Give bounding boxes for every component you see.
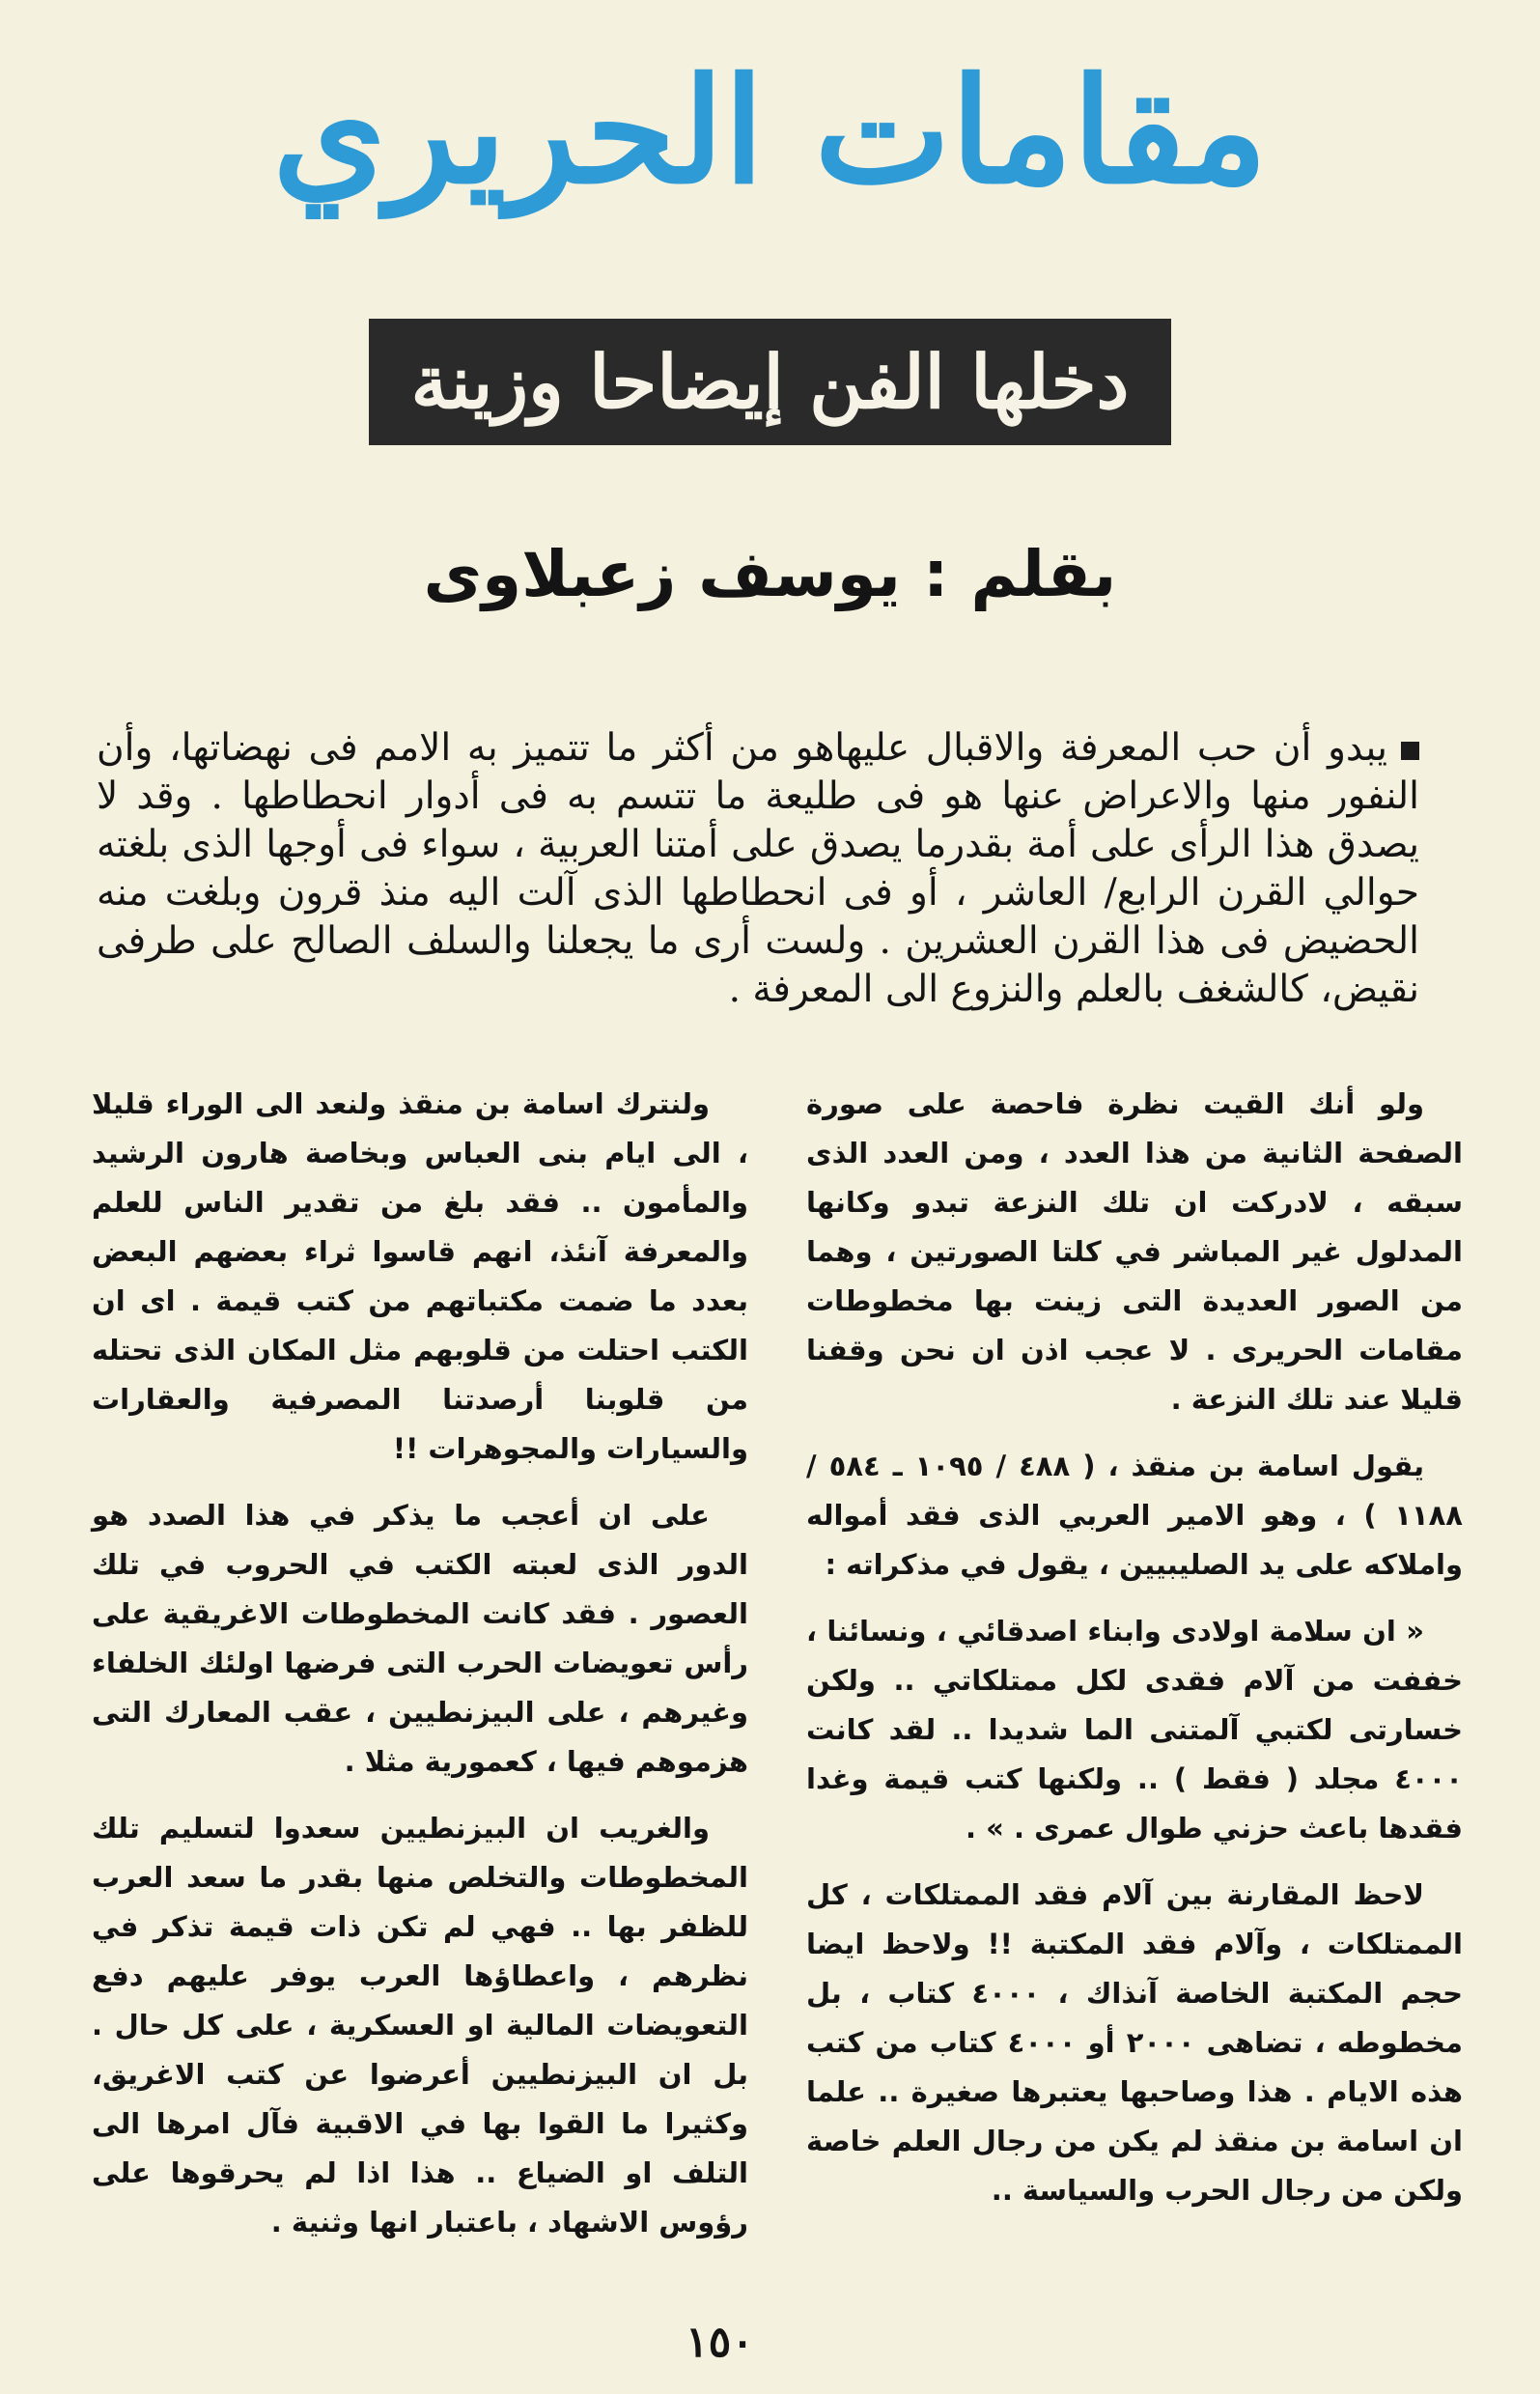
page-number: ١٥٠ [686,2318,754,2367]
right-paragraph-2: يقول اسامة بن منقذ ، ( ٤٨٨ / ١٠٩٥ ـ ٥٨٤ / ١١٨٨ ) ، وهو الامير العربي الذى فقد أمواله واملاكه على يد الصليبيين ، يقول في مذكراته : [806,1450,1463,1581]
intro-paragraph [97,724,1419,1014]
byline [0,536,1540,612]
column-left [92,1080,748,2265]
article-title: مقامات الحريري [272,46,1268,216]
column-right [806,1080,1463,2233]
right-paragraph-4: لاحظ المقارنة بين آلام فقد الممتلكات ، كل الممتلكات ، وآلام فقد المكتبة !! ولاحظ ايضا حجم المكتبة الخاصة آنذاك ، ٤٠٠٠ كتاب ، بل مخطوطه ، تضاهى ٢٠٠٠ أو ٤٠٠٠ كتاب من كتب هذه الايام . هذا وصاحبها يعتبرها صغيرة .. علما ان اسامة بن منقذ لم يكن من رجال العلم خاصة ولكن من رجال الحرب والسياسة .. [806,1878,1463,2207]
byline-author: يوسف زعبلاوى [423,537,901,611]
byline-text [424,536,1117,612]
left-paragraph-1: ولنترك اسامة بن منقذ ولنعد الى الوراء قليلا ، الى ايام بنى العباس وبخاصة هارون الرشيد والمأمون .. فقد بلغ من تقدير الناس للعلم والمعرفة آنئذ، انهم قاسوا ثراء بعضهم البعض بعدد ما ضمت مكتباتهم من كتب قيمة . اى ان الكتب احتلت من قلوبهم مثل المكان الذى تحتله من قلوبنا أرصدتنا المصرفية والعقارات والسيارات والمجوهرات !! [92,1087,748,1465]
right-paragraph-1: ولو أنك القيت نظرة فاحصة على صورة الصفحة الثانية من هذا العدد ، ومن العدد الذى سبقه ، لادركت ان تلك النزعة تبدو وكانها المدلول غير المباشر في كلتا الصورتين ، وهما من الصور العديدة التى زينت بها مخطوطات مقامات الحريرى . لا عجب اذن ان نحن وقفنا قليلا عند تلك النزعة . [806,1087,1463,1416]
subtitle-banner-wrap [0,319,1540,445]
square-bullet-icon [1401,742,1419,760]
subtitle-banner: دخلها الفن إيضاحا وزينة [369,319,1172,445]
byline-label: بقلم : [922,537,1117,611]
intro-text: يبدو أن حب المعرفة والاقبال عليهاهو من أكثر ما تتميز به الامم فى نهضاتها، وأن النفور منها والاعراض عنها هو فى طليعة ما تتسم به فى أدوار انحطاطها . وقد لا يصدق هذا الرأى على أمة بقدرما يصدق على أمتنا العربية ، سواء فى أوجها الذى بلغته حوالي القرن الرابع/ العاشر ، أو فى انحطاطها الذى آلت اليه منذ قرون وبلغت منه الحضيض فى هذا القرن العشرين . ولست أرى ما يجعلنا والسلف الصالح على طرفى نقيض، كالشغف بالعلم والنزوع الى المعرفة . [97,726,1419,1011]
right-paragraph-3-quote: « ان سلامة اولادى وابناء اصدقائي ، ونسائنا ، خففت من آلام فقدى لكل ممتلكاتي .. ولكن خسارتى لكتبي آلمتنى الما شديدا .. لقد كانت ٤٠٠٠ مجلد ( فقط ) .. ولكنها كتب قيمة وغدا فقدها باعث حزني طوال عمرى . » . [806,1615,1463,1845]
left-paragraph-3: والغريب ان البيزنطيين سعدوا لتسليم تلك المخطوطات والتخلص منها بقدر ما سعد العرب للظفر بها .. فهي لم تكن ذات قيمة تذكر في نظرهم ، واعطاؤها العرب يوفر عليهم دفع التعويضات المالية او العسكرية ، على كل حال . بل ان البيزنطيين أعرضوا عن كتب الاغريق، وكثيرا ما القوا بها في الاقبية فآل امرها الى التلف او الضياع .. هذا اذا لم يحرقوها على رؤوس الاشهاد ، باعتبار انها وثنية . [92,1812,748,2239]
left-paragraph-2: على ان أعجب ما يذكر في هذا الصدد هو الدور الذى لعبته الكتب في الحروب في تلك العصور . فقد كانت المخطوطات الاغريقية على رأس تعويضات الحرب التى فرضها اولئك الخلفاء وغيرهم ، على البيزنطيين ، عقب المعارك التى هزموهم فيها ، كعمورية مثلا . [92,1499,748,1778]
